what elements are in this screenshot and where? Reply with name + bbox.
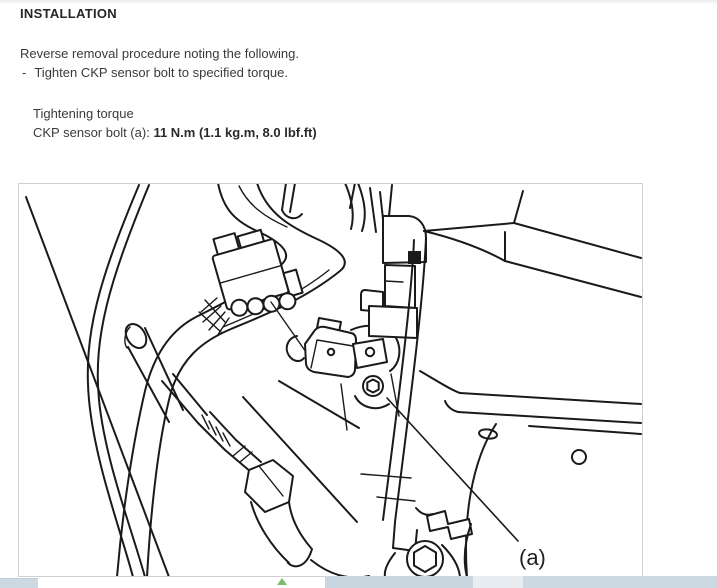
harness-connector (208, 220, 306, 326)
callout-a-label: (a) (519, 545, 546, 570)
intro-text: Reverse removal procedure noting the following. (20, 46, 299, 61)
bullet-text: Tighten CKP sensor bolt to specified torque. (34, 65, 288, 80)
torque-label: CKP sensor bolt (a): (33, 125, 150, 140)
torque-heading: Tightening torque (33, 106, 134, 121)
bullet-marker: - (22, 65, 27, 80)
torque-spec-line (33, 125, 317, 141)
bottom-scrollbar-segment-3[interactable] (523, 576, 717, 588)
top-fittings (282, 184, 355, 218)
engine-diagram (19, 184, 642, 576)
torque-value: 11 N.m (1.1 kg.m, 8.0 lbf.ft) (153, 125, 317, 140)
callout-leader (387, 398, 518, 541)
green-arrow-icon[interactable] (277, 578, 287, 585)
top-edge-shadow (0, 0, 717, 4)
bottom-scrollbar-segment-2[interactable] (473, 576, 523, 588)
top-right-panel-lines (424, 191, 641, 297)
oxygen-sensor (162, 374, 369, 576)
bullet-line (22, 65, 288, 81)
hex-bolt (385, 541, 460, 576)
bottom-left-chip[interactable] (0, 578, 38, 588)
small-hose-end (121, 320, 183, 422)
page-title: INSTALLATION (20, 6, 117, 21)
bottom-scrollbar-segment-1[interactable] (325, 576, 473, 588)
figure-frame (18, 183, 643, 577)
